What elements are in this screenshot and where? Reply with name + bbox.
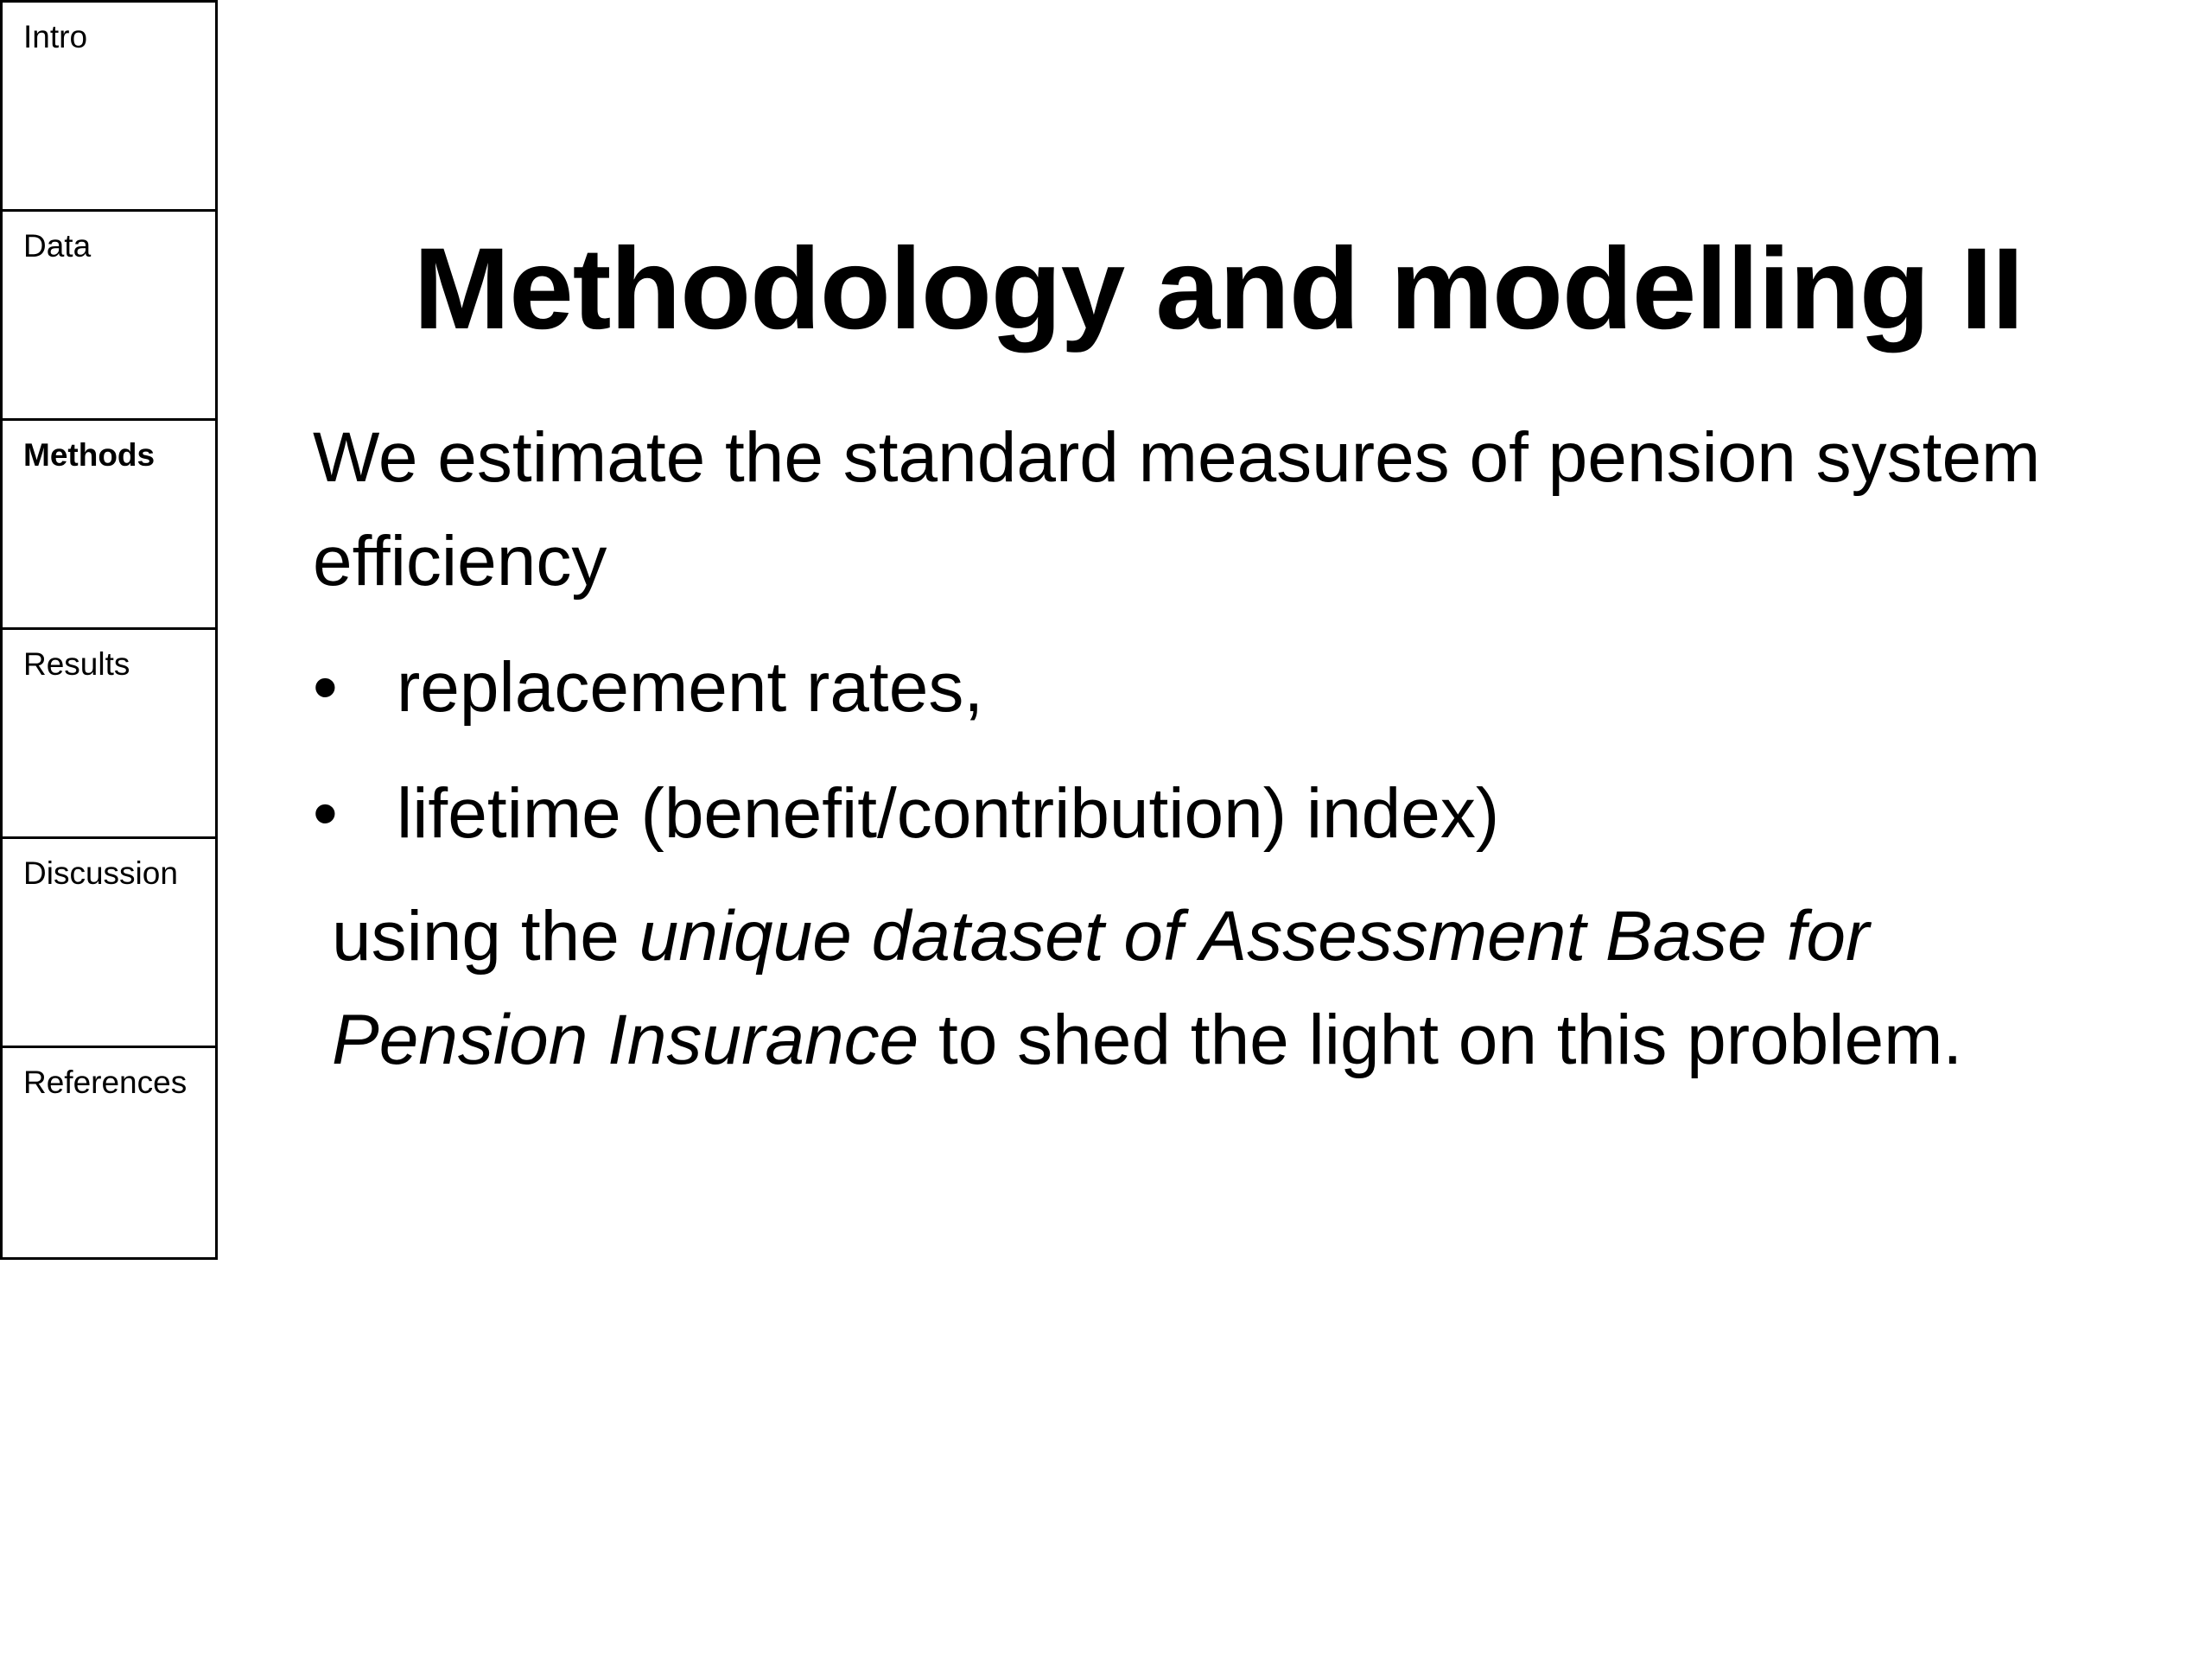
bullet-icon: • xyxy=(313,774,338,853)
closing-text xyxy=(313,885,2084,1092)
dataset-name: unique dataset of Assessment Base for Pension Insurance xyxy=(332,897,1870,1079)
nav-item-label: Data xyxy=(23,228,92,264)
list-item xyxy=(313,762,2084,888)
bullet-icon: • xyxy=(313,648,338,727)
list-item-text: replacement rates, xyxy=(397,648,984,727)
closing-prefix: using the xyxy=(332,897,639,976)
list-item-text: lifetime (benefit/contribution) index) xyxy=(397,774,1500,853)
nav-item-methods[interactable] xyxy=(3,421,215,630)
intro-text: We estimate the standard measures of pension system efficiency xyxy=(313,418,2041,601)
measure-list xyxy=(313,636,2084,888)
nav-item-label: References xyxy=(23,1065,188,1100)
list-item xyxy=(313,636,2084,762)
slide-title: Methodology and modelling II xyxy=(413,224,2024,353)
nav-item-discussion[interactable] xyxy=(3,839,215,1048)
nav-item-label: Intro xyxy=(23,19,88,54)
slide-body xyxy=(313,406,2084,1092)
nav-item-results[interactable] xyxy=(3,630,215,839)
closing-suffix: to shed the light on this problem. xyxy=(918,1001,1963,1079)
nav-item-data[interactable] xyxy=(3,212,215,421)
nav-item-references[interactable] xyxy=(3,1048,215,1257)
section-nav xyxy=(0,0,218,1260)
nav-item-label: Results xyxy=(23,646,130,682)
nav-item-intro[interactable] xyxy=(3,3,215,212)
nav-item-label: Discussion xyxy=(23,855,178,891)
nav-item-label: Methods xyxy=(23,437,156,473)
